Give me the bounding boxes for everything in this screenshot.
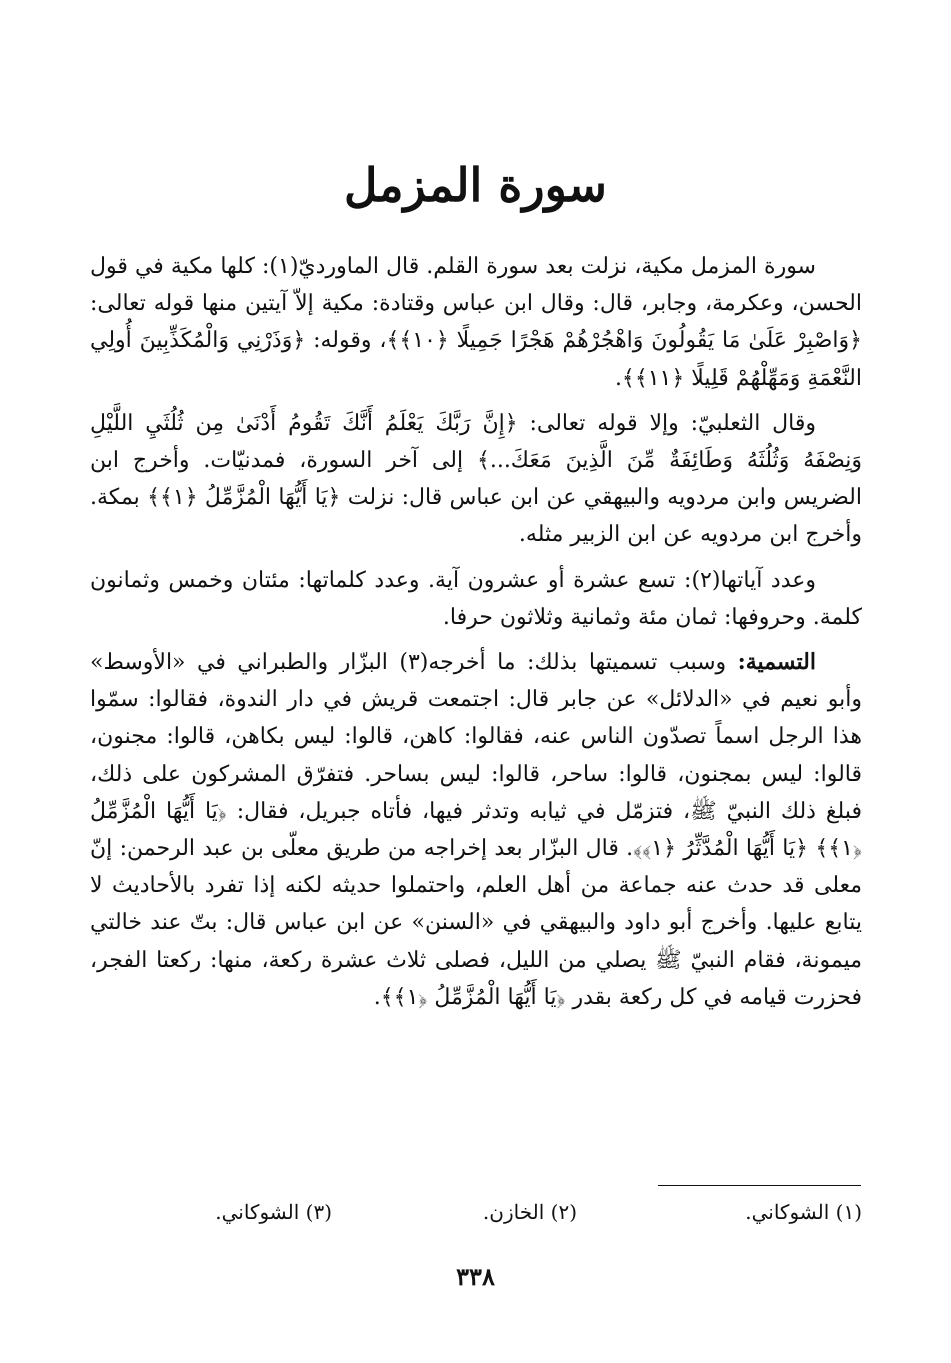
paragraph-text: سورة المزمل مكية، نزلت بعد سورة القلم. قال الماورديّ(١): كلها مكية في قول الحسن، وعكرمة، وجابر، قال: وقال ابن عباس وقتادة: مكية إلاّ آيتين منها قوله تعالى: ﴿وَاصْبِرْ عَلَىٰ مَا يَقُولُونَ وَاهْجُرْهُمْ هَجْرًا جَمِيلًا ﴿١٠﴾﴾، وقوله: ﴿وَذَرْنِي وَالْمُكَذِّبِينَ أُولِي النَّعْمَةِ وَمَهِّلْهُمْ قَلِيلًا ﴿١١﴾﴾. <box>90 254 863 391</box>
footnote-3: (٣) الشوكاني. <box>215 1200 332 1224</box>
paragraph-text: وسبب تسميتها بذلك: ما أخرجه(٣) البزّار والطبراني في «الأوسط» وأبو نعيم في «الدلائل» عن جابر قال: اجتمعت قريش في دار الندوة، فقالوا: سمّوا هذا الرجل اسماً تصدّون الناس عنه، فقالوا: كاهن، قالوا: ليس بكاهن، قالوا: مجنون، قالوا: ليس بمجنون، قالوا: ساحر، قالوا: ليس بساحر. فتفرّق المشركون على ذلك، فبلغ ذلك النبيّ ﷺ، فتزمّل في ثيابه وتدثر فيها، فأتاه جبريل، فقال: ﴿يَا أَيُّهَا الْمُزَّمِّلُ ﴿١﴾﴾ ﴿يَا أَيُّهَا الْمُدَّثِّرُ ﴿١﴾﴾. قال البزّار بعد إخراجه من طريق معلّى بن عبد الرحمن: إنّ معلى قد حدث عنه جماعة من أهل العلم، واحتملوا حديثه لكنه إذا تفرد بالأحاديث لا يتابع عليها. وأخرج أبو داود والبيهقي في «السنن» عن ابن عباس قال: بتّ عند خالتي ميمونة، فقام النبيّ ﷺ يصلي من الليل، فصلى ثلاث عشرة ركعة، منها: ركعتا الفجر، فحزرت قيامه في كل ركعة بقدر ﴿يَا أَيُّهَا الْمُزَّمِّلُ ﴿١﴾﴾. <box>90 650 862 1010</box>
page-number: ٣٣٨ <box>456 1262 495 1291</box>
paragraph-thaalabi <box>90 405 862 554</box>
paragraph-verse-count <box>90 562 862 636</box>
footnote-1: (١) الشوكاني. <box>745 1200 862 1224</box>
body-text <box>90 248 862 1024</box>
footnotes <box>90 1200 862 1232</box>
footnote-2: (٢) الخازن. <box>482 1200 577 1224</box>
paragraph-text: وعدد آياتها(٢): تسع عشرة أو عشرون آية. وعدد كلماتها: مئتان وخمس وثمانون كلمة. وحروفها: ثمان مئة وثمانية وثلاثون حرفا. <box>90 567 862 630</box>
surah-title: سورة المزمل <box>344 158 607 212</box>
naming-heading: التسمية: <box>737 649 816 676</box>
paragraph-naming <box>90 644 862 1016</box>
paragraph-text: وقال الثعلبيّ: وإلا قوله تعالى: ﴿إِنَّ رَبَّكَ يَعْلَمُ أَنَّكَ تَقُومُ أَدْنَىٰ مِن ثُلُثَيِ اللَّيْلِ وَنِصْفَهُ وَثُلُثَهُ وَطَائِفَةٌ مِّنَ الَّذِينَ مَعَكَ...﴾ إلى آخر السورة، فمدنيّات. وأخرج ابن الضريس وابن مردويه والبيهقي عن ابن عباس قال: نزلت ﴿يَا أَيُّهَا الْمُزَّمِّلُ ﴿١﴾﴾ بمكة. وأخرج ابن مردويه عن ابن الزبير مثله. <box>90 410 863 548</box>
footnote-divider <box>658 1185 861 1186</box>
paragraph-intro <box>90 248 862 397</box>
